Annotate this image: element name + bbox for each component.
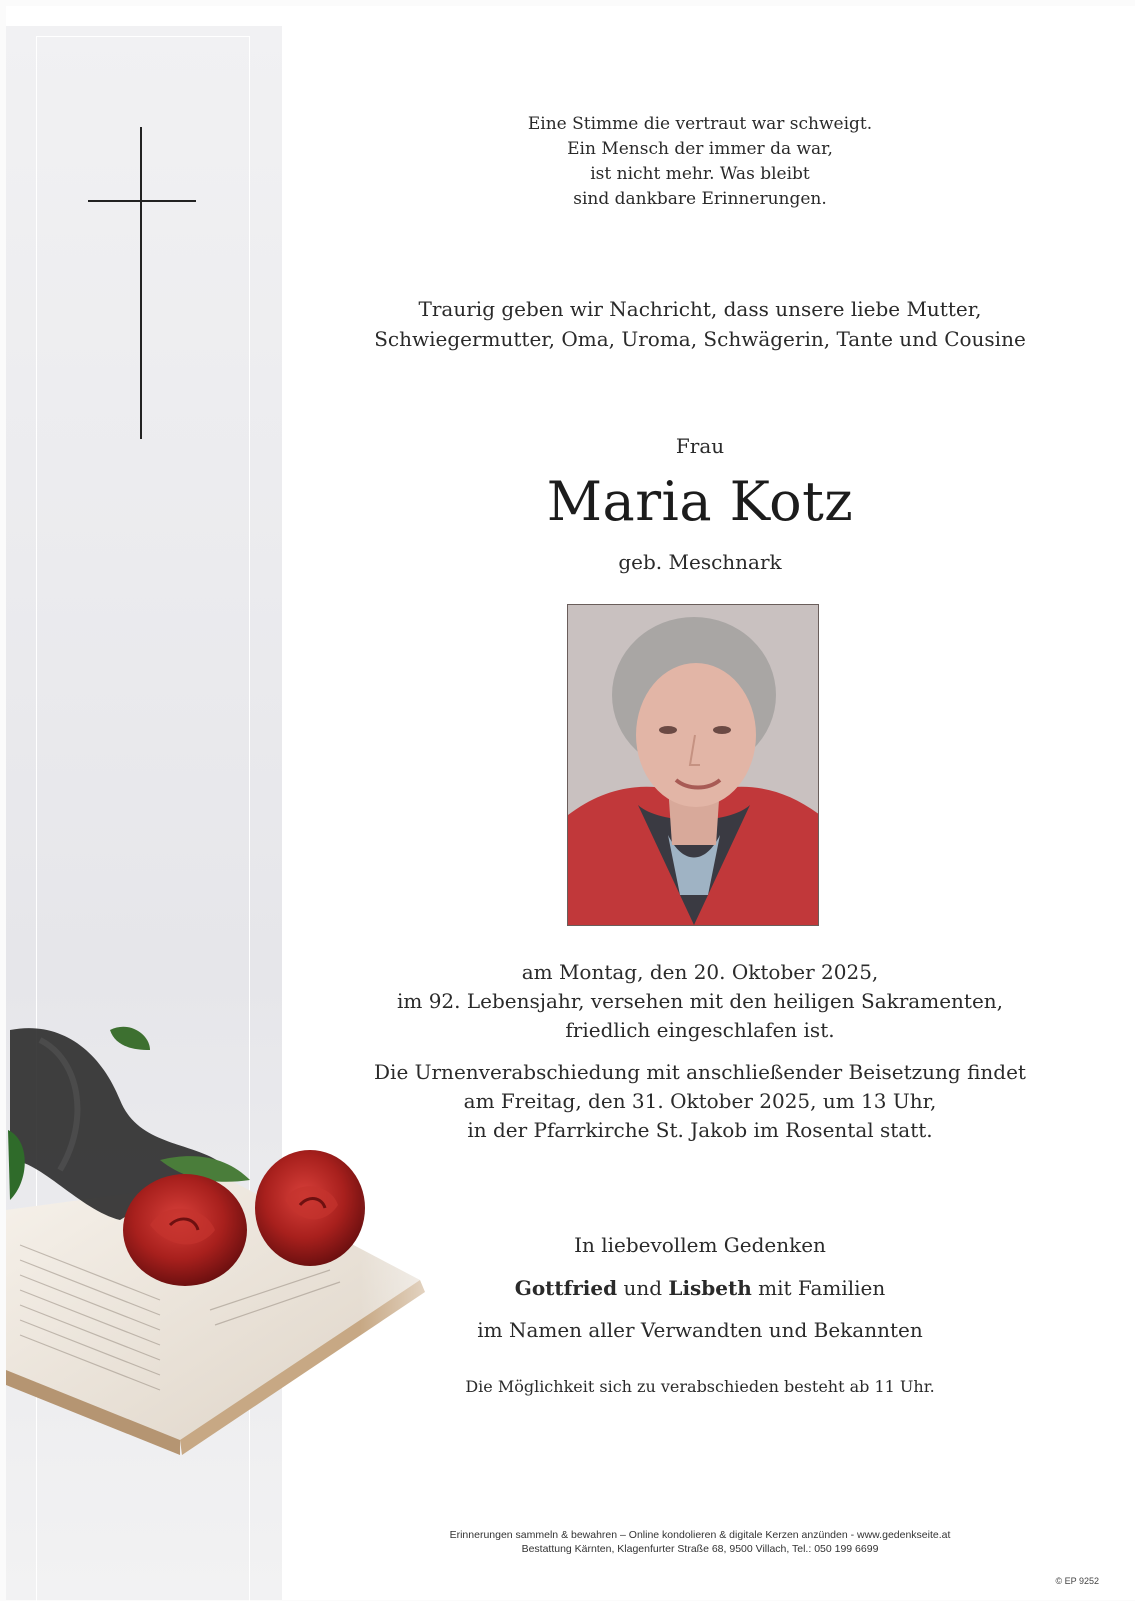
- funeral-notice-line: in der Pfarrkirche St. Jakob im Rosental statt.: [467, 1118, 933, 1142]
- funeral-notice-line: am Freitag, den 31. Oktober 2025, um 13 Uhr,: [463, 1089, 937, 1113]
- intro-line: Traurig geben wir Nachricht, dass unsere liebe Mutter,: [418, 297, 982, 321]
- mourner-name: Gottfried: [514, 1276, 618, 1300]
- announcement-intro: [340, 294, 1060, 354]
- viewing-notice: Die Möglichkeit sich zu verabschieden besteht ab 11 Uhr.: [465, 1377, 935, 1396]
- footer: [360, 1528, 1040, 1556]
- death-notice: [340, 958, 1060, 1045]
- poem-line: sind dankbare Erinnerungen.: [573, 189, 827, 209]
- funeral-notice: [340, 1058, 1060, 1145]
- funeral-notice-line: Die Urnenverabschiedung mit anschließender Beisetzung findet: [374, 1060, 1026, 1084]
- deceased-birth-name: geb. Meschnark: [618, 550, 782, 574]
- deceased-honorific: Frau: [675, 434, 725, 458]
- mourner-suffix: mit Familien: [758, 1276, 886, 1300]
- poem-line: Ein Mensch der immer da war,: [567, 139, 833, 159]
- closing-mourners: [340, 1276, 1060, 1300]
- footer-line: Bestattung Kärnten, Klagenfurter Straße 68, 9500 Villach, Tel.: 050 199 6699: [521, 1543, 879, 1555]
- poem-line: ist nicht mehr. Was bleibt: [590, 164, 810, 184]
- mourner-name: Lisbeth: [668, 1276, 752, 1300]
- mourner-connector: und: [623, 1276, 663, 1300]
- death-notice-line: friedlich eingeschlafen ist.: [565, 1018, 835, 1042]
- deceased-name: Maria Kotz: [546, 470, 854, 533]
- portrait-photo: [567, 604, 819, 926]
- footer-line: Erinnerungen sammeln & bewahren – Online kondolieren & digitale Kerzen anzünden - www.gedenkseite.at: [449, 1529, 951, 1541]
- closing-relatives: im Namen aller Verwandten und Bekannten: [477, 1318, 923, 1342]
- death-notice-line: am Montag, den 20. Oktober 2025,: [521, 960, 879, 984]
- memorial-poem: [340, 112, 1060, 212]
- intro-line: Schwiegermutter, Oma, Uroma, Schwägerin, Tante und Cousine: [374, 327, 1026, 351]
- death-notice-line: im 92. Lebensjahr, versehen mit den heiligen Sakramenten,: [396, 989, 1004, 1013]
- document-code: © EP 9252: [1055, 1576, 1099, 1586]
- closing-remembrance: In liebevollem Gedenken: [574, 1233, 826, 1257]
- poem-line: Eine Stimme die vertraut war schweigt.: [527, 114, 873, 134]
